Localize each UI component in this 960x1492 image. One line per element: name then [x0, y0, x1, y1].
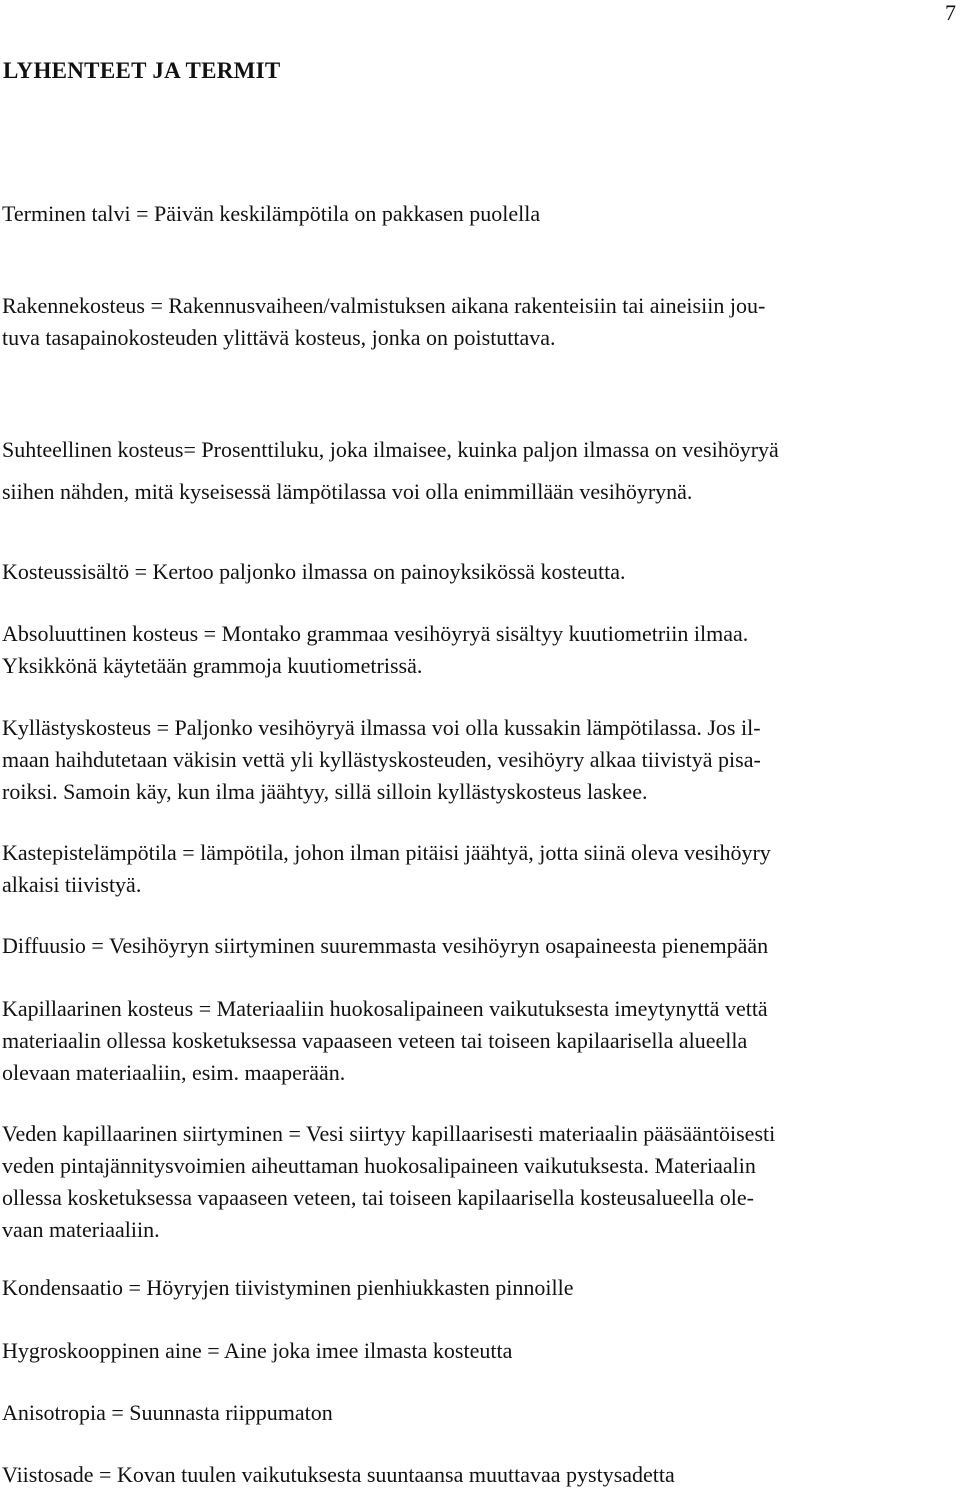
page-number: 7: [945, 0, 956, 25]
text-line: Yksikkönä käytetään grammoja kuutiometrissä.: [2, 653, 423, 678]
text-line: Kastepistelämpötila = lämpötila, johon ilman pitäisi jäähtyä, jotta siinä oleva vesihöyry: [2, 840, 771, 865]
term-kondensaatio: [2, 1272, 958, 1304]
text-line: ollessa kosketuksessa vapaaseen veteen, tai toiseen kapilaarisella kosteusalueella ole-: [2, 1185, 754, 1210]
text-line: Terminen talvi = Päivän keskilämpötila on pakkasen puolella: [2, 201, 541, 226]
text-line: Kosteussisältö = Kertoo paljonko ilmassa on painoyksikössä kosteutta.: [2, 559, 626, 584]
term-suhteellinen-kosteus: [2, 429, 958, 513]
term-kyllastyskosteus: [2, 712, 958, 808]
term-rakennekosteus: [2, 290, 958, 354]
text-line: roiksi. Samoin käy, kun ilma jäähtyy, sillä silloin kyllästyskosteus laskee.: [2, 779, 648, 804]
text-line: Diffuusio = Vesihöyryn siirtyminen suuremmasta vesihöyryn osapaineesta pienempään: [2, 933, 769, 958]
term-anisotropia: [2, 1397, 958, 1429]
text-line: olevaan materiaaliin, esim. maaperään.: [2, 1060, 346, 1085]
term-viistosade: [2, 1459, 958, 1491]
text-line: Kapillaarinen kosteus = Materiaaliin huokosalipaineen vaikutuksesta imeytynyttä vettä: [2, 996, 768, 1021]
term-veden-kapillaarinen-siirtyminen: [2, 1118, 958, 1246]
term-hygroskooppinen-aine: [2, 1335, 958, 1367]
term-kosteussisalto: [2, 556, 958, 588]
text-line: siihen nähden, mitä kyseisessä lämpötilassa voi olla enimmillään vesihöyrynä.: [2, 479, 693, 504]
text-line: Hygroskooppinen aine = Aine joka imee ilmasta kosteutta: [2, 1338, 513, 1363]
term-kapillaarinen-kosteus: [2, 993, 958, 1089]
text-line: maan haihdutetaan väkisin vettä yli kyllästyskosteuden, vesihöyry alkaa tiivistyä pisa-: [2, 747, 761, 772]
text-line: Suhteellinen kosteus= Prosenttiluku, joka ilmaisee, kuinka paljon ilmassa on vesihöyryä: [2, 437, 779, 462]
text-line: tuva tasapainokosteuden ylittävä kosteus, jonka on poistuttava.: [2, 325, 556, 350]
text-line: Absoluuttinen kosteus = Montako grammaa vesihöyryä sisältyy kuutiometriin ilmaa.: [2, 621, 749, 646]
page-title: LYHENTEET JA TERMIT: [3, 58, 281, 83]
term-kastepistelampotila: [2, 837, 958, 901]
text-line: Kondensaatio = Höyryjen tiivistyminen pienhiukkasten pinnoille: [2, 1275, 574, 1300]
text-line: materiaalin ollessa kosketuksessa vapaaseen veteen tai toiseen kapilaarisella alueella: [2, 1028, 748, 1053]
term-absoluuttinen-kosteus: [2, 618, 958, 682]
text-line: Veden kapillaarinen siirtyminen = Vesi siirtyy kapillaarisesti materiaalin pääsääntöisesti: [2, 1121, 776, 1146]
text-line: vaan materiaaliin.: [2, 1217, 160, 1242]
text-line: alkaisi tiivistyä.: [2, 872, 142, 897]
text-line: Anisotropia = Suunnasta riippumaton: [2, 1400, 333, 1425]
text-line: Kyllästyskosteus = Paljonko vesihöyryä ilmassa voi olla kussakin lämpötilassa. Jos il-: [2, 715, 761, 740]
text-line: Viistosade = Kovan tuulen vaikutuksesta suuntaansa muuttavaa pystysadetta: [2, 1462, 675, 1487]
term-diffuusio: [2, 930, 958, 962]
text-line: Rakennekosteus = Rakennusvaiheen/valmistuksen aikana rakenteisiin tai aineisiin jou-: [2, 293, 766, 318]
term-terminen-talvi: [2, 198, 958, 230]
text-line: veden pintajännitysvoimien aiheuttaman huokosalipaineen vaikutuksesta. Materiaalin: [2, 1153, 756, 1178]
